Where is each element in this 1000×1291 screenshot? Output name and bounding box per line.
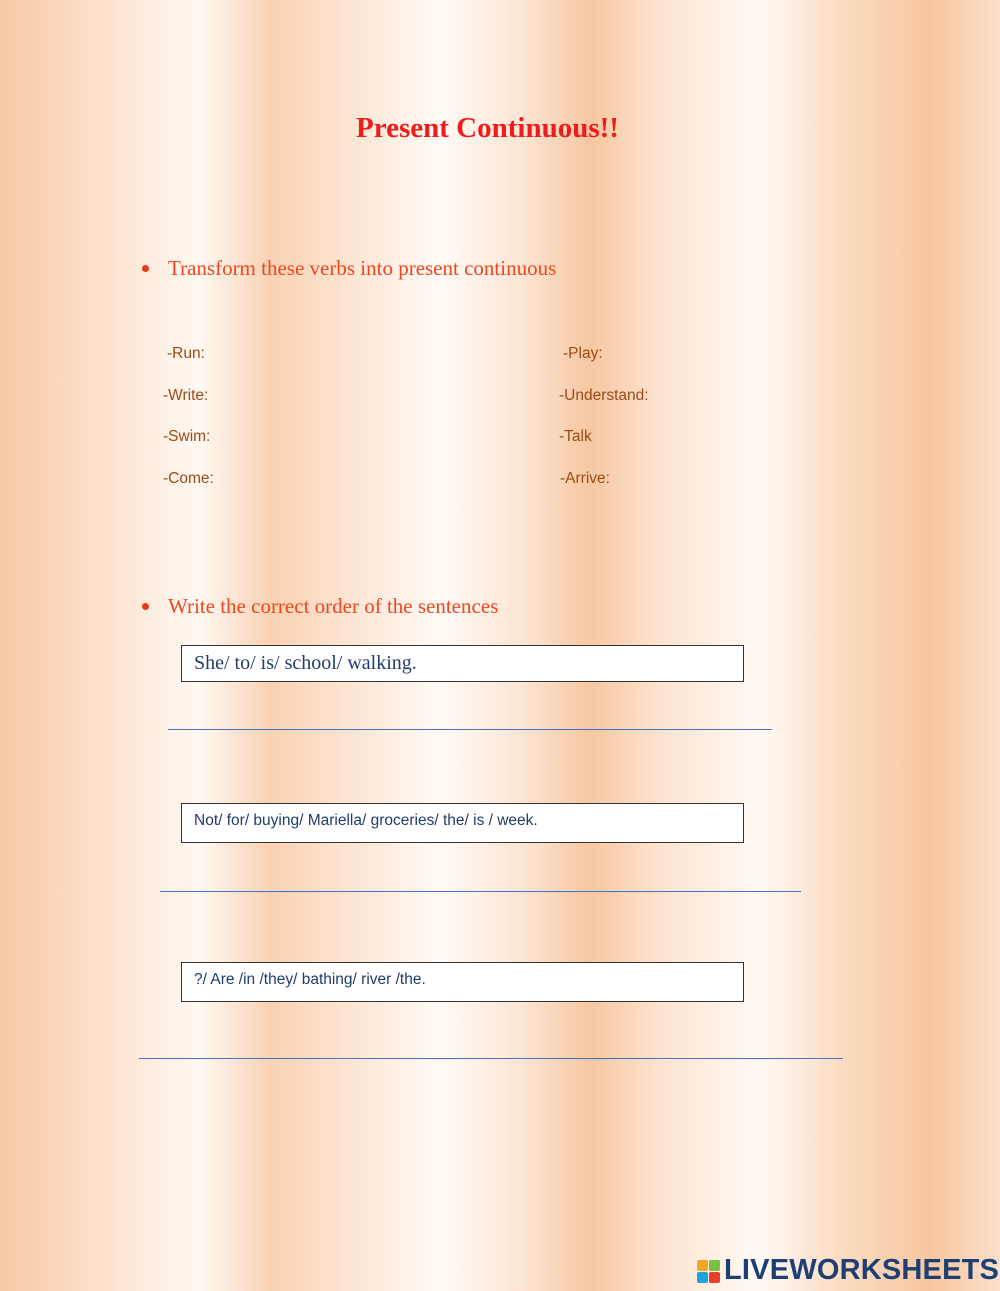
answer-line-1[interactable] (168, 729, 772, 730)
section-heading-text: Write the correct order of the sentences (168, 594, 499, 618)
verb-come: -Come: (163, 470, 214, 487)
bullet-icon (142, 265, 149, 272)
liveworksheets-logo (697, 1254, 1000, 1287)
bullet-icon (142, 603, 149, 610)
verb-play: -Play: (563, 345, 603, 362)
section-heading-text: Transform these verbs into present continuous (168, 256, 557, 280)
page-title: Present Continuous!! (356, 112, 619, 144)
verb-swim: -Swim: (163, 428, 211, 445)
answer-line-2[interactable] (160, 891, 801, 892)
verb-arrive: -Arrive: (560, 470, 610, 487)
answer-line-3[interactable] (139, 1058, 843, 1059)
sentence-box-1: She/ to/ is/ school/ walking. (181, 645, 744, 682)
verb-talk: -Talk (559, 428, 592, 445)
sentence-box-2: Not/ for/ buying/ Mariella/ groceries/ the/ is / week. (181, 803, 744, 843)
logo-text: LIVEWORKSHEETS (724, 1254, 1000, 1286)
sentence-box-3: ?/ Are /in /they/ bathing/ river /the. (181, 962, 744, 1002)
verb-run: -Run: (167, 345, 205, 362)
verb-understand: -Understand: (559, 387, 649, 404)
logo-tiles-icon (697, 1260, 721, 1284)
verb-write: -Write: (163, 387, 209, 404)
